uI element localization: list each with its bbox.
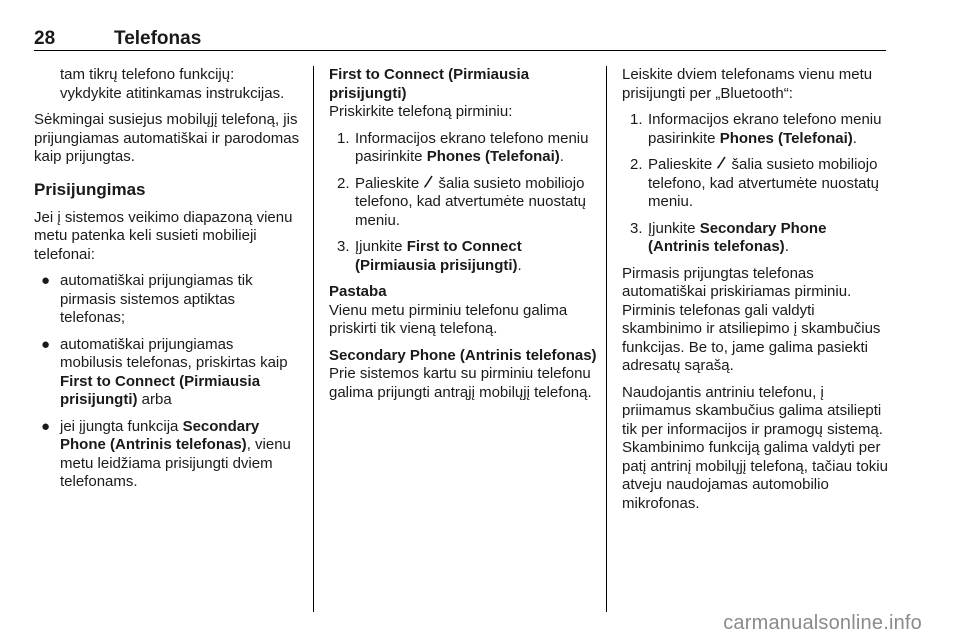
option-name: Secondary Phone (Antrinis telefonas) bbox=[648, 219, 827, 255]
option-name: First to Connect (Pirmiausia prisijungti) bbox=[355, 238, 522, 274]
column-divider bbox=[606, 66, 607, 612]
step-text: Įjunkite bbox=[648, 219, 700, 237]
menu-name: Phones (Telefonai) bbox=[719, 129, 853, 147]
bullet-icon: ● bbox=[41, 335, 51, 353]
step-text: Įjunkite bbox=[355, 238, 407, 255]
option-name: Secondary Phone (Antrinis telefonas) bbox=[60, 417, 260, 453]
page-number: 28 bbox=[34, 28, 56, 49]
step-text: . bbox=[784, 238, 789, 255]
note-text: Vienu metu pirminiu telefonu galima priskirti tik vieną telefoną. bbox=[329, 301, 568, 337]
subsection-heading: First to Connect (Pirmiausia prisijungti) bbox=[329, 66, 530, 102]
paragraph: Leiskite dviem telefonams vienu metu prisijungti per „Bluetooth“: bbox=[622, 66, 873, 102]
list-item-text: jei įjungta funkcija bbox=[60, 417, 183, 435]
list-item bbox=[329, 130, 597, 167]
step-number: 1. bbox=[630, 111, 643, 128]
list-item-text: automatiškai prijungiamas tik pirmasis sistemos aptiktas telefonas; bbox=[60, 272, 253, 326]
bullet-list bbox=[34, 272, 300, 492]
column-1 bbox=[34, 66, 300, 500]
list-item bbox=[622, 111, 892, 148]
note-label: Pastaba bbox=[329, 283, 387, 300]
paragraph: Sėkmingai susiejus mobilųjį telefoną, jis prijungiamas automatiškai ir parodomas kaip prijungtas. bbox=[34, 111, 300, 165]
step-text: Informacijos ekrano telefono meniu pasirinkite bbox=[355, 129, 589, 165]
step-number: 3. bbox=[337, 238, 350, 255]
step-text: . bbox=[852, 129, 857, 147]
subsection-heading: Secondary Phone (Antrinis telefonas) bbox=[329, 346, 597, 364]
step-text: Palieskite bbox=[355, 174, 424, 192]
list-item bbox=[329, 175, 597, 231]
column-2 bbox=[329, 66, 597, 410]
step-number: 2. bbox=[337, 174, 350, 192]
step-text: . bbox=[517, 256, 522, 274]
step-text: Informacijos ekrano telefono meniu pasirinkite bbox=[648, 111, 882, 147]
step-number: 1. bbox=[337, 129, 350, 147]
list-item bbox=[622, 220, 892, 257]
list-item bbox=[34, 336, 300, 410]
option-name: First to Connect (Pirmiausia prisijungti) bbox=[60, 372, 261, 408]
page-header bbox=[34, 28, 886, 51]
bullet-icon: ● bbox=[41, 272, 51, 289]
paragraph: Jei į sistemos veikimo diapazoną vienu metu patenka keli susieti mobilieji telefonai: bbox=[34, 208, 293, 263]
list-item-text: automatiškai prijungiamas mobilusis telefonas, priskirtas kaip bbox=[60, 335, 288, 371]
list-item-text: , vienu metu leidžiama prisijungti dviem telefonams. bbox=[60, 436, 291, 490]
list-item bbox=[622, 156, 892, 212]
continued-text: tam tikrų telefono funkcijų: vykdykite atitinkamas instrukcijas. bbox=[60, 66, 285, 102]
list-item-text: arba bbox=[137, 391, 172, 408]
paragraph: Naudojantis antriniu telefonu, į priimamus skambučius galima atsiliepti tik per informacijos ir pramogų sistemą. Skambinimo funkciją galima valdyti per patį antrinį mobilųjį telefoną, tačiau tokiu atveju naudojamas automobilio mikrofonas. bbox=[622, 383, 888, 512]
column-divider bbox=[313, 66, 314, 612]
menu-name: Phones (Telefonai) bbox=[426, 148, 560, 165]
step-text: Palieskite bbox=[648, 156, 717, 173]
list-item bbox=[329, 238, 597, 275]
column-3 bbox=[622, 66, 892, 521]
paragraph: Prie sistemos kartu su pirminiu telefonu galima prijungti antrąjį mobilųjį telefoną. bbox=[329, 365, 592, 401]
bullet-icon: ● bbox=[41, 417, 51, 435]
watermark: carmanualsonline.info bbox=[723, 612, 922, 634]
section-heading: Prisijungimas bbox=[34, 179, 146, 199]
step-text: . bbox=[559, 148, 564, 165]
numbered-list bbox=[622, 111, 892, 257]
step-text: šalia susieto mobiliojo telefono, kad atvertumėte nuostatų meniu. bbox=[355, 174, 586, 229]
numbered-list bbox=[329, 130, 597, 276]
page-title: Telefonas bbox=[114, 28, 202, 49]
pencil-icon bbox=[716, 156, 727, 175]
list-item bbox=[34, 272, 300, 328]
paragraph: Pirmasis prijungtas telefonas automatiškai priskiriamas pirminiu. Pirminis telefonas gali valdyti skambinimo ir atsiliepimo į skambučius funkcijas. Be to, jame galima pasiekti adresatų sąrašą. bbox=[622, 264, 881, 374]
list-item bbox=[34, 418, 300, 492]
step-number: 2. bbox=[630, 156, 643, 173]
pencil-icon bbox=[423, 175, 434, 194]
step-text: šalia susieto mobiliojo telefono, kad atvertumėte nuostatų meniu. bbox=[648, 156, 879, 210]
step-number: 3. bbox=[630, 219, 643, 237]
paragraph: Priskirkite telefoną pirminiu: bbox=[329, 103, 513, 120]
